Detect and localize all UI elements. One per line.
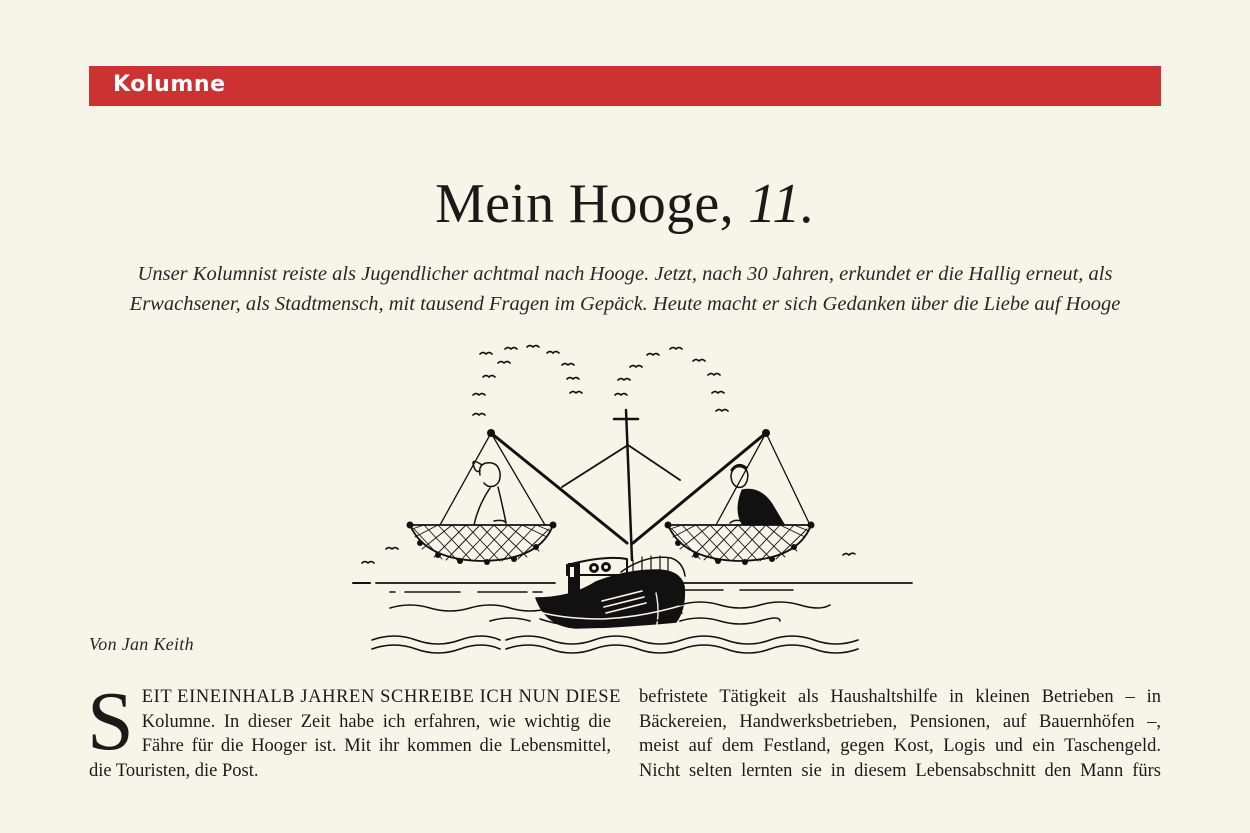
body-line: EIT EINEINHALB JAHREN SCHREIBE ICH NUN DIESE	[141, 687, 621, 707]
drop-cap: S	[87, 675, 134, 768]
man-figure-icon	[730, 465, 784, 524]
body-line: die Touristen, die Post.	[89, 760, 259, 781]
body-column-left	[87, 675, 621, 783]
body-line: meist auf dem Festland, gegen Kost, Logis und ein Taschengeld.	[639, 736, 1161, 756]
body-line: Fähre für die Hooger ist. Mit ihr kommen die Lebensmittel,	[141, 736, 611, 756]
body-column-right	[639, 685, 1161, 783]
body-line: Nicht selten lernten sie in diesem Lebensabschnitt den Mann fürs	[639, 760, 1161, 781]
body-line: befristete Tätigkeit als Haushaltshilfe in kleinen Betrieben – in	[639, 687, 1161, 707]
section-label: Kolumne	[113, 72, 226, 97]
title-number: 11.	[748, 173, 815, 235]
birds-icon	[362, 346, 855, 564]
section-banner	[89, 66, 1161, 106]
title-main: Mein Hooge,	[435, 173, 749, 235]
body-line: Kolumne. In dieser Zeit habe ich erfahren, wie wichtig die	[141, 711, 611, 732]
article-subtitle: Unser Kolumnist reiste als Jugendlicher achtmal nach Hooge. Jetzt, nach 30 Jahren, erkundet er die Hallig erneut, als Erwachsener, als Stadtmensch, mit tausend Fragen im Gepäck. Heute macht er sich Gedanken über die Liebe auf Hooge	[129, 263, 1121, 315]
boat-heart-illustration	[350, 335, 915, 655]
boat-icon	[536, 556, 685, 629]
body-line: Bäckereien, Handwerksbetrieben, Pensionen, auf Bauernhöfen –,	[639, 711, 1161, 732]
article-title	[0, 172, 1250, 236]
byline: Von Jan Keith	[89, 634, 194, 654]
woman-figure-icon	[473, 461, 506, 525]
